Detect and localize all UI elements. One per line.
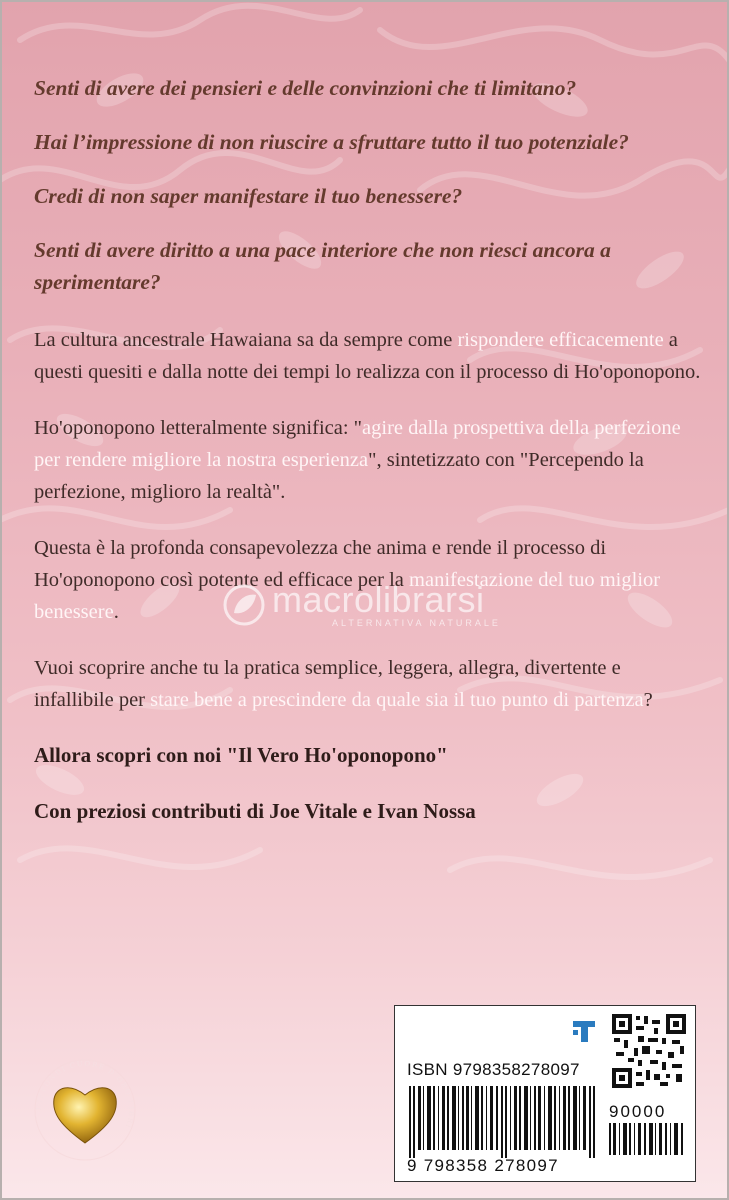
paragraph-3-text-end: .: [113, 601, 119, 623]
paragraph-1-text: La cultura ancestrale Hawaiana sa da sempre come: [34, 329, 458, 351]
paragraph-1: [34, 324, 704, 388]
paragraph-4-text-end: ?: [643, 689, 653, 711]
isbn-barcode-panel: [394, 1005, 696, 1182]
paragraph-2-highlight: agire dalla prospettiva della perfezione per rendere migliore la nostra esperienza: [34, 417, 681, 471]
paragraph-1-text-end: a questi quesiti e dalla notte dei tempi lo realizza con il processo di Ho'oponopono.: [34, 329, 701, 383]
question-1: Senti di avere dei pensieri e delle convinzioni che ti limitano?: [34, 76, 577, 100]
publisher-logo-icon: [571, 1018, 597, 1044]
barcode-digits: 9 798358 278097: [407, 1156, 559, 1175]
paragraph-3-text: Questa è la profonda consapevolezza che anima e rende il processo di Ho'oponopono così potente ed efficace per la: [34, 537, 607, 591]
ean-barcode: [409, 1086, 599, 1158]
closing-line-2: Con preziosi contributi di Joe Vitale e Ivan Nossa: [34, 799, 476, 823]
paragraph-4-text: Vuoi scoprire anche tu la pratica semplice, leggera, allegra, divertente e infallibile per: [34, 657, 621, 711]
paragraph-1-highlight: rispondere efficacemente: [457, 329, 664, 351]
question-2: Hai l’impressione di non riuscire a sfruttare tutto il tuo potenziale?: [34, 130, 629, 154]
closing-line-1: Allora scopri con noi "Il Vero Ho'oponopono": [34, 743, 448, 767]
paragraph-2-text-end: ", sintetizzato con "Percependo la perfezione, miglioro la realtà".: [34, 449, 644, 503]
paragraph-3-highlight: manifestazione del tuo miglior benessere: [34, 569, 661, 623]
paragraph-4-highlight: stare bene a prescindere da quale sia il tuo punto di partenza: [150, 689, 644, 711]
question-4: Senti di avere diritto a una pace interiore che non riesci ancora a sperimentare?: [34, 238, 611, 294]
seal-ring-text: DIFFONDI CUORE D'ORO LIBRI: [34, 1059, 136, 1131]
price-code: 90000: [609, 1102, 667, 1121]
back-cover-text: [34, 72, 704, 852]
question-3: Credi di non saper manifestare il tuo benessere?: [34, 184, 463, 208]
paragraph-2: [34, 412, 704, 508]
isbn-label: ISBN 9798358278097: [407, 1060, 580, 1079]
price-barcode: [609, 1123, 685, 1155]
qr-code: [610, 1012, 688, 1090]
leaf-logo-icon: [222, 583, 266, 627]
paragraph-2-text: Ho'oponopono letteralmente significa: ": [34, 417, 363, 439]
watermark-tagline: ALTERNATIVA NATURALE: [332, 618, 501, 628]
watermark-name: macrolibrarsi: [272, 579, 485, 620]
macrolibrarsi-watermark: [222, 579, 501, 628]
golden-heart-seal: [30, 1055, 140, 1165]
paragraph-4: [34, 652, 704, 716]
